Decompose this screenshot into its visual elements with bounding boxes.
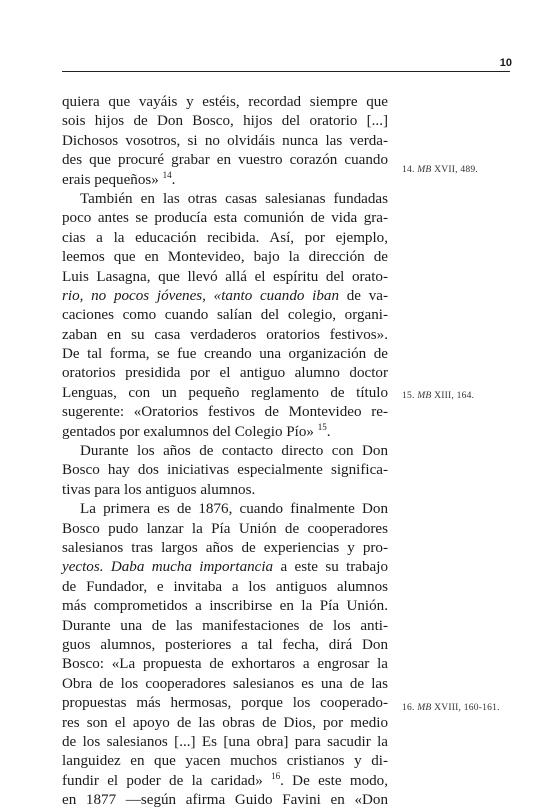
text-line: zaban en su casa verdaderos oratorios festivos».	[62, 326, 388, 343]
text-line: quiera que vayáis y estéis, recordad siempre que	[62, 94, 388, 110]
text-line: cias a la educación recibida. Así, por ejemplo,	[62, 229, 388, 246]
footnote-number: 14.	[402, 164, 415, 175]
text-line: fundir el poder de la caridad» $^{16}$. De este modo,	[62, 770, 388, 789]
footnote-ref-text: XVII, 489.	[434, 164, 478, 175]
text-line: en 1877 —según afirma Guido Favini en «Don	[62, 792, 388, 809]
italic-span: yectos. Daba mucha importancia	[62, 559, 274, 576]
text-line	[62, 558, 388, 577]
text-line: Dichosos vosotros, si no olvidáis nunca las verda-	[62, 132, 388, 149]
text-line: más comprometidos a inscribirse en la Pía Unión.	[62, 598, 388, 615]
footnote-16	[402, 702, 532, 713]
text-span: fundir el poder de la caridad»	[62, 772, 263, 789]
text-line: Durante una de las manifestaciones de los anti-	[62, 617, 388, 634]
text-line: gentados por exalumnos del Colegio Pío» $^{15}$.	[62, 421, 331, 440]
text-line: De tal forma, se fue creando una organización de	[62, 346, 388, 363]
text-line: Obra de los cooperadores salesianos es una de las	[62, 675, 388, 692]
text-line	[62, 287, 388, 306]
text-line: Bosco pudo lanzar la Pía Unión de cooperadores	[62, 520, 388, 537]
text-line: de los salesianos [...] Es [una obra] para sacudir la	[62, 733, 388, 750]
footnote-ref-text: XVIII, 160-161.	[434, 702, 500, 713]
text-span: a este su trabajo	[273, 559, 388, 576]
text-line: Bosco hay dos iniciativas especialmente significa-	[62, 462, 388, 479]
header-rule	[62, 71, 510, 72]
text-line: salesianos tras largos años de experiencias y pro-	[62, 539, 388, 556]
footnote-ref: 16	[271, 770, 281, 781]
text-line: leemos que en Montevideo, bajo la dirección de	[62, 249, 388, 266]
footnote-abbr: MB	[417, 702, 432, 713]
text-line: des que procuré grabar en vuestro corazón cuando	[62, 152, 388, 169]
text-span: de va-	[339, 287, 388, 304]
text-line: languidez en que yacen muchos cristianos y di-	[62, 753, 388, 770]
text-line: sois hijos de Don Bosco, hijos del oratorio [...]	[62, 113, 388, 130]
footnote-14	[402, 164, 532, 175]
footnote-ref-text: XIII, 164.	[434, 390, 475, 401]
footnote-abbr: MB	[417, 390, 432, 401]
text-line: caciones como cuando salían del colegio, organi-	[62, 307, 388, 324]
text-line: oratorios presidida por el antiguo alumno doctor	[62, 365, 388, 382]
text-span: erais pequeños»	[62, 171, 159, 188]
text-line: También en las otras casas salesianas fundadas	[80, 190, 388, 207]
text-span: gentados por exalumnos del Colegio Pío»	[62, 423, 314, 440]
footnote-number: 15.	[402, 390, 415, 401]
text-line: propuestas más hermosas, porque los cooperado-	[62, 695, 388, 712]
text-line: sugerente: «Oratorios festivos de Montevideo re-	[62, 404, 388, 421]
italic-span: rio, no pocos jóvenes, «tanto cuando iban	[62, 287, 339, 304]
text-line: de Fundador, e invitaba a los antiguos alumnos	[62, 578, 388, 595]
text-span: De este modo,	[283, 772, 388, 789]
body-text	[62, 93, 388, 810]
text-line: Luis Lasagna, que llevó allá el espíritu del orato-	[62, 268, 388, 285]
text-line: guos alumnos, posteriores a tal fecha, dirá Don	[62, 636, 388, 653]
text-line: Lenguas, con un pequeño reglamento de título	[62, 384, 388, 401]
text-line: Bosco: «La propuesta de exhortaros a engrosar la	[62, 656, 388, 673]
text-line: res son el apoyo de las obras de Dios, por medio	[62, 714, 388, 731]
text-line: poco antes se producía esta comunión de vida gra-	[62, 210, 388, 227]
footnote-ref: 14	[162, 169, 172, 180]
footnote-ref: 15	[317, 421, 327, 432]
footnote-15	[402, 390, 532, 401]
text-line: erais pequeños» $^{14}$.	[62, 169, 176, 188]
text-line: La primera es de 1876, cuando finalmente Don	[80, 501, 388, 518]
footnote-abbr: MB	[417, 164, 432, 175]
text-line: tivas para los antiguos alumnos.	[62, 481, 256, 498]
footnote-number: 16.	[402, 702, 415, 713]
page-number: 10	[499, 57, 512, 69]
text-line: Durante los años de contacto directo con Don	[80, 443, 388, 460]
